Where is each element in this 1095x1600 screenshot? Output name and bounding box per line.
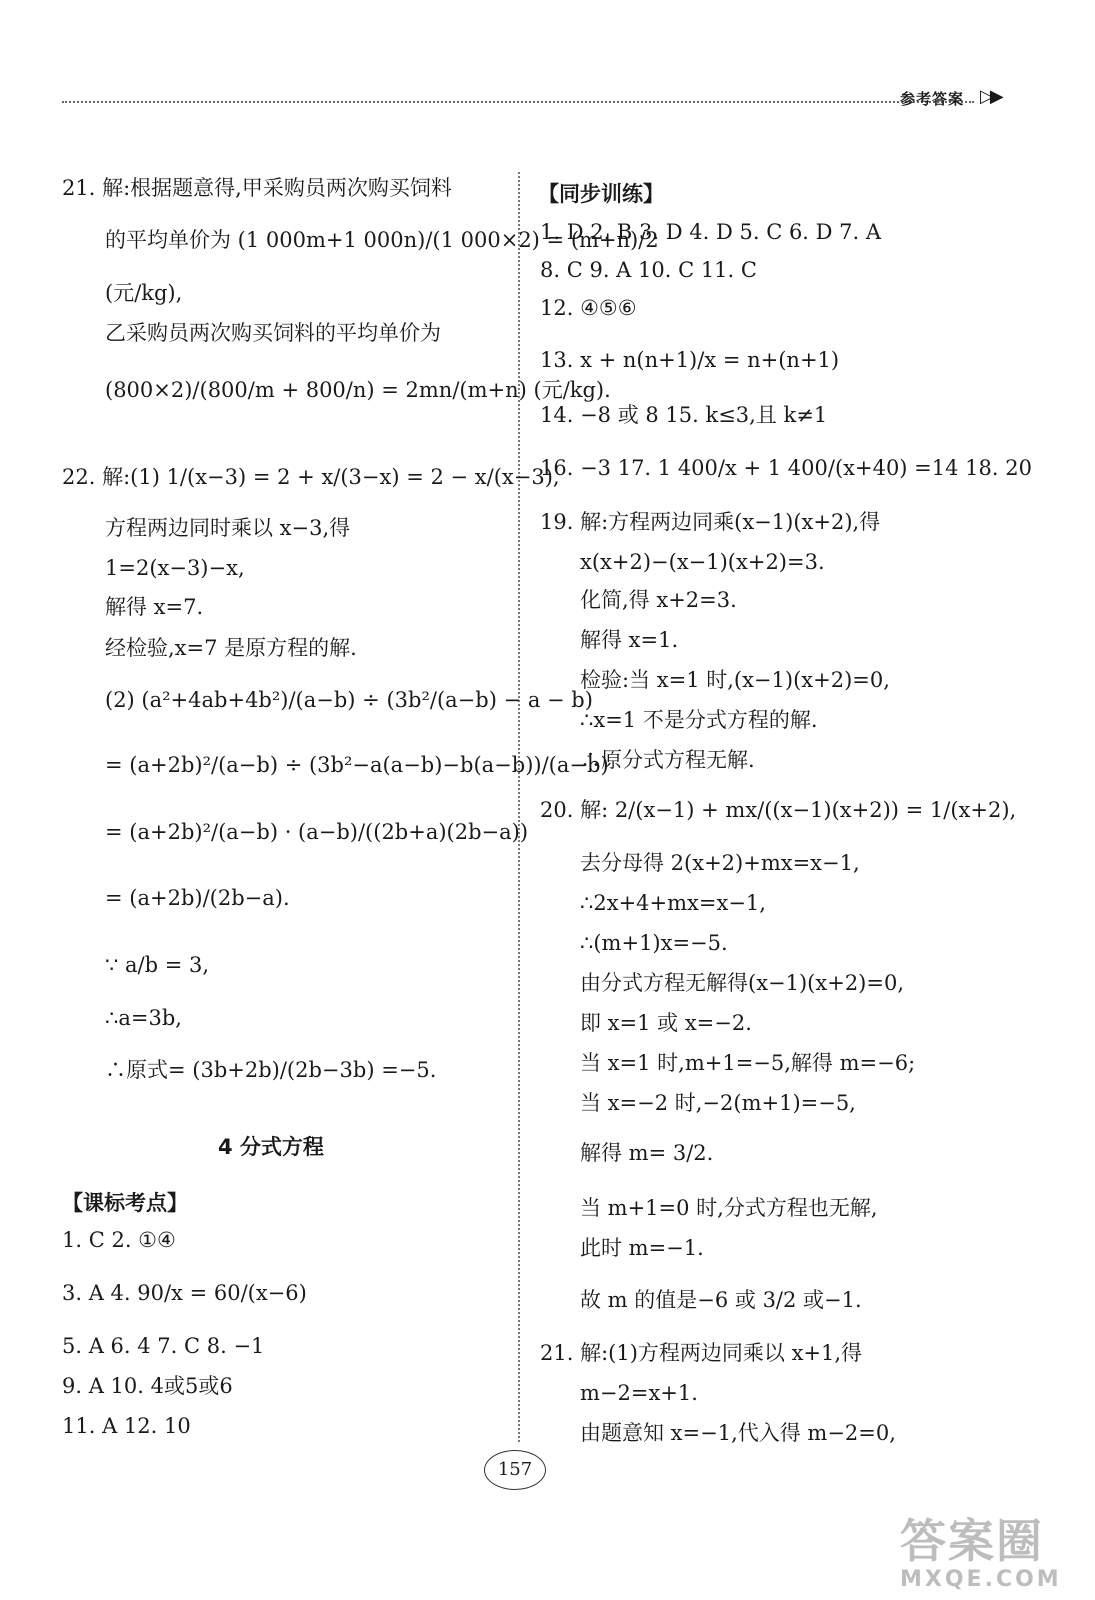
left-line-11: (2) (a²+4ab+4b²)/(a−b) ÷ (3b²/(a−b) − a − b) <box>105 688 593 712</box>
right-line-24: 此时 m=−1. <box>580 1236 704 1260</box>
right-line-23: 当 m+1=0 时,分式方程也无解, <box>580 1196 878 1220</box>
left-answer-3: 5. A 6. 4 7. C 8. −1 <box>62 1334 265 1358</box>
left-line-14: = (a+2b)/(2b−a). <box>105 886 290 910</box>
right-line-9: 化简,得 x+2=3. <box>580 588 737 612</box>
left-answer-5: 11. A 12. 10 <box>62 1414 191 1438</box>
right-line-3: 12. ④⑤⑥ <box>540 296 637 320</box>
right-line-12: ∴x=1 不是分式方程的解. <box>580 708 818 732</box>
left-line-17: ∴原式= (3b+2b)/(2b−3b) =−5. <box>105 1058 437 1082</box>
right-line-20: 当 x=1 时,m+1=−5,解得 m=−6; <box>580 1051 916 1075</box>
watermark-logo <box>900 1505 1062 1592</box>
right-line-15: 去分母得 2(x+2)+mx=x−1, <box>580 851 860 875</box>
right-line-16: ∴2x+4+mx=x−1, <box>580 891 766 915</box>
left-line-5: (800×2)/(800/m + 800/n) = 2mn/(m+n) (元/kg). <box>105 378 611 402</box>
left-answer-4: 9. A 10. 4或5或6 <box>62 1374 233 1398</box>
right-line-19: 即 x=1 或 x=−2. <box>580 1011 752 1035</box>
right-line-13: ∴原分式方程无解. <box>580 748 755 772</box>
header-rule <box>62 101 974 103</box>
right-line-28: 由题意知 x=−1,代入得 m−2=0, <box>580 1421 896 1445</box>
right-line-14: 20. 解: 2/(x−1) + mx/((x−1)(x+2)) = 1/(x+2), <box>540 798 1017 822</box>
left-line-6: 22. 解:(1) 1/(x−3) = 2 + x/(3−x) = 2 − x/(x−3), <box>62 465 560 489</box>
page-number: 157 <box>484 1450 546 1490</box>
left-line-4: 乙采购员两次购买饲料的平均单价为 <box>105 321 441 345</box>
right-line-1: 1. D 2. B 3. D 4. D 5. C 6. D 7. A <box>540 220 882 244</box>
left-line-8: 1=2(x−3)−x, <box>105 556 245 580</box>
left-answer-1: 1. C 2. ①④ <box>62 1228 176 1252</box>
right-section-heading: 【同步训练】 <box>538 182 664 206</box>
right-line-17: ∴(m+1)x=−5. <box>580 931 728 955</box>
left-line-7: 方程两边同时乘以 x−3,得 <box>105 516 351 540</box>
left-line-16: ∴a=3b, <box>105 1006 182 1030</box>
section-title: 4 分式方程 <box>218 1135 324 1159</box>
right-line-8: x(x+2)−(x−1)(x+2)=3. <box>580 550 825 574</box>
left-answer-2: 3. A 4. 90/x = 60/(x−6) <box>62 1281 307 1305</box>
column-divider <box>518 172 520 1442</box>
left-line-13: = (a+2b)²/(a−b) · (a−b)/((2b+a)(2b−a)) <box>105 820 529 844</box>
right-line-21: 当 x=−2 时,−2(m+1)=−5, <box>580 1091 856 1115</box>
left-line-2: 的平均单价为 (1 000m+1 000n)/(1 000×2) = (m+n)/2 <box>105 228 659 252</box>
left-line-9: 解得 x=7. <box>105 595 204 619</box>
right-line-11: 检验:当 x=1 时,(x−1)(x+2)=0, <box>580 668 890 692</box>
right-line-18: 由分式方程无解得(x−1)(x+2)=0, <box>580 971 905 995</box>
right-line-5: 14. −8 或 8 15. k≤3,且 k≠1 <box>540 403 828 427</box>
right-line-6: 16. −3 17. 1 400/x + 1 400/(x+40) =14 18. 20 <box>540 456 1032 480</box>
right-line-25: 故 m 的值是−6 或 3/2 或−1. <box>580 1288 862 1312</box>
right-line-27: m−2=x+1. <box>580 1381 698 1405</box>
left-line-10: 经检验,x=7 是原方程的解. <box>105 636 357 660</box>
watermark-bottom: MXQE.COM <box>900 1567 1062 1592</box>
left-line-1: 21. 解:根据题意得,甲采购员两次购买饲料 <box>62 176 452 200</box>
left-section-heading: 【课标考点】 <box>62 1191 188 1215</box>
right-line-7: 19. 解:方程两边同乘(x−1)(x+2),得 <box>540 510 881 534</box>
right-line-2: 8. C 9. A 10. C 11. C <box>540 258 757 282</box>
left-line-15: ∵ a/b = 3, <box>105 953 210 977</box>
header-arrows-icon: ▷▶ <box>980 86 1000 107</box>
watermark-top: 答案圈 <box>900 1514 1044 1568</box>
right-line-4: 13. x + n(n+1)/x = n+(n+1) <box>540 348 840 372</box>
header-label: 参考答案 <box>900 90 965 108</box>
right-line-10: 解得 x=1. <box>580 628 679 652</box>
right-line-26: 21. 解:(1)方程两边同乘以 x+1,得 <box>540 1341 863 1365</box>
left-line-3: (元/kg), <box>105 281 183 305</box>
left-line-12: = (a+2b)²/(a−b) ÷ (3b²−a(a−b)−b(a−b))/(a−b) <box>105 753 609 777</box>
right-line-22: 解得 m= 3/2. <box>580 1141 714 1165</box>
